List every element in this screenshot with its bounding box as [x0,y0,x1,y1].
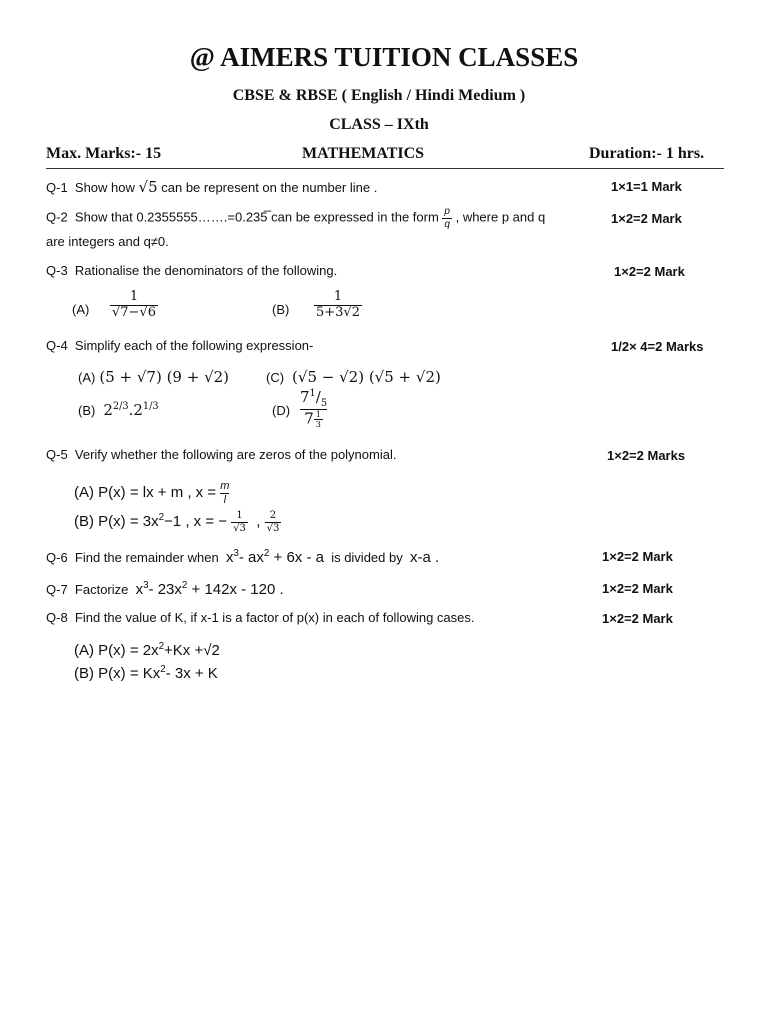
option-b-fraction [314,290,362,321]
question-text: Factorize [74,582,129,597]
question-1 [46,178,377,196]
subject: MATHEMATICS [302,145,425,162]
option-b: (B) $P(x) = 3x^2-1$ , x = − $\frac{1}{√3}$ , $\frac{2}{√3}$ [74,510,280,534]
question-text: Verify whether the following are zeros of the polynomial. [74,447,397,462]
option-a-fraction [110,290,158,321]
numerator: p [444,206,450,217]
marks-label: 1×2=2 Mark [602,549,673,564]
question-3 [46,263,337,278]
option-d-expression: $7^1/_5$ 7 $\frac{1}{3}$ [300,388,328,430]
option-b-expression: P(x) = 3x [98,512,159,530]
option-b [78,401,159,420]
option-b: (B) $P(x) = Kx^2-$ 3x + K [74,664,218,682]
option-a-label: (A) [78,370,96,385]
question-text: Rationalise the denominators of the following. [74,263,338,278]
option-b-tail: - 3x + K [165,665,218,682]
numerator: 1 [236,510,243,521]
fraction [442,206,452,230]
numerator: 2 [269,510,277,521]
question-number: Q-3 [46,263,68,278]
denominator: √7−√6 [112,304,157,320]
marks-label: 1/2× 4=2 Marks [611,339,704,354]
denominator: √3 [233,522,246,534]
option-a-expression: P(x) = lx + m , x = [98,484,217,502]
option-b-label: (B) [74,512,94,530]
marks-label: 1×1=1 Mark [611,179,682,194]
numerator: m [220,480,230,492]
marks-label: 1×2=2 Mark [602,611,673,626]
question-2 [46,206,545,230]
marks-label: 1×2=2 Mark [611,211,682,226]
question-text: Simplify each of the following expression- [74,338,314,353]
question-text: can be represent on the number line . [161,180,378,195]
question-7 [46,580,284,598]
marks-label: 1×2=2 Mark [614,264,685,279]
denominator: 5+3√2 [316,304,360,320]
numerator: 1 [333,289,343,304]
numerator: 1 [129,289,139,304]
option-a: (A) $P(x) = 2x^2+Kx +√2$ [74,641,220,659]
option-d-label: (D) [272,403,291,418]
polynomial-expression: $x^3-$ $23x^2 + 142x - 120$ . [135,580,284,598]
option-b-label: (B) [272,302,290,317]
option-a-expression: (5 + √7) (9 + √2) [99,368,230,386]
board-subtitle: CBSE & RBSE ( English / Hindi Medium ) [232,87,526,104]
polynomial-expression: $x^3-$ $ax^2 + 6x - a$ [225,548,324,566]
option-a-label: (A) [72,302,90,317]
question-text: Show that 0.2355555…….=0.235̅ can be expressed in the form [74,209,439,225]
denominator: q [444,218,450,230]
question-number: Q-1 [46,180,68,195]
question-number: Q-6 [46,550,68,565]
question-text: is divided by [331,550,403,565]
question-text: Show how [74,180,135,195]
question-4 [46,338,313,353]
question-number: Q-7 [46,582,68,597]
question-number: Q-4 [46,338,68,353]
question-text: Find the remainder when [74,550,219,565]
header-divider [46,168,724,169]
question-2-continued: are integers and q≠0. [46,234,169,249]
divisor: x-a . [409,549,440,566]
option-a-label: (A) [74,484,94,502]
option-b-label: (B) [78,403,96,418]
marks-label: 1×2=2 Mark [602,581,673,596]
radical-expression: √5 [138,178,158,196]
option-a [74,480,229,506]
option-b-tail: −1 , x = − [164,512,228,530]
class-line: CLASS – IXth [329,116,429,133]
question-number: Q-2 [46,209,68,225]
page-title: @ AIMERS TUITION CLASSES [189,42,579,72]
denominator: √3 [266,522,280,534]
option-c-expression: (√5 − √2) (√5 + √2) [292,368,441,386]
max-marks: Max. Marks:- 15 [46,145,162,162]
base: 2 [103,401,113,419]
denominator: l [220,493,229,507]
question-number: Q-5 [46,447,68,462]
option-a-expression: (A) P(x) = 2x [74,642,159,659]
question-8 [46,610,475,625]
option-a [78,368,229,387]
question-5 [46,447,396,462]
option-b-expression: $2^{2/3}.2^{1/3}$ [103,401,159,419]
question-number: Q-8 [46,610,68,625]
question-text: Find the value of K, if x-1 is a factor of p(x) in each of following cases. [74,610,475,625]
duration: Duration:- 1 hrs. [589,145,705,162]
marks-label: 1×2=2 Marks [607,448,686,463]
option-a-tail: +Kx +√2 [164,642,220,659]
question-6 [46,548,439,566]
option-c-label: (C) [266,370,285,385]
option-b-expression: (B) P(x) = Kx [74,665,161,682]
question-text: , where p and q [455,209,546,225]
option-c [266,368,441,387]
